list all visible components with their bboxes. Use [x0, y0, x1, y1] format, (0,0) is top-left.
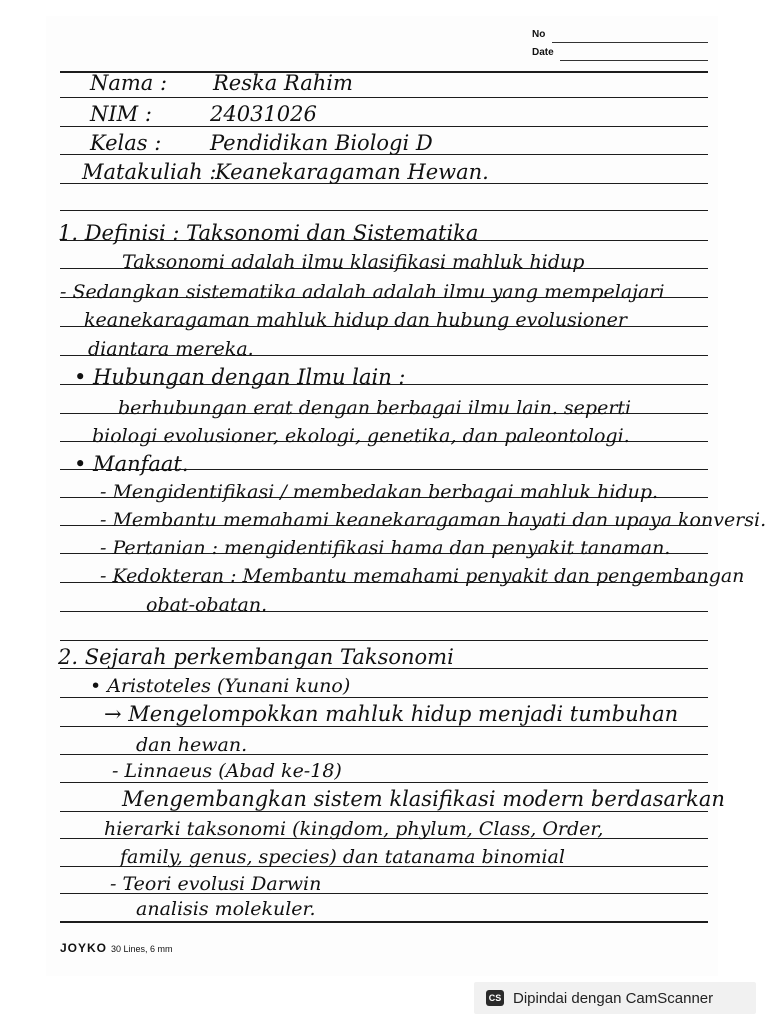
ruled-line	[60, 697, 708, 698]
linnaeus-heading: - Linnaeus (Abad ke-18)	[112, 760, 342, 782]
ruled-line	[60, 811, 708, 812]
brand-spec: 30 Lines, 6 mm	[111, 944, 173, 954]
ruled-line	[60, 126, 708, 127]
notebook-brand	[60, 939, 173, 957]
manfaat-item-4: - Kedokteran : Membantu memahami penyakit dan pengembangan	[100, 565, 745, 587]
darwin-heading: - Teori evolusi Darwin	[110, 873, 322, 895]
definition-line-3: keanekaragaman mahluk hidup dan hubung evolusioner	[84, 309, 627, 331]
ruled-line	[60, 921, 708, 923]
hubungan-line-1: berhubungan erat dengan berbagai ilmu lain. seperti	[118, 397, 632, 419]
manfaat-continuation: obat-obatan.	[146, 594, 268, 616]
nama-label: Nama :	[90, 71, 168, 95]
linnaeus-line-2: hierarki taksonomi (kingdom, phylum, Class, Order,	[104, 818, 604, 840]
hubungan-line-2: biologi evolusioner, ekologi, genetika, dan paleontologi.	[92, 425, 630, 447]
manfaat-item-3: - Pertanian : mengidentifikasi hama dan penyakit tanaman.	[100, 537, 671, 559]
hubungan-heading: • Hubungan dengan Ilmu lain :	[74, 365, 406, 389]
section2-heading: 2. Sejarah perkembangan Taksonomi	[58, 645, 454, 669]
ruled-line	[60, 782, 708, 783]
no-label: No	[532, 29, 546, 40]
kelas-label: Kelas :	[90, 131, 162, 155]
definition-line-2: - Sedangkan sistematika adalah adalah ilmu yang mempelajari	[60, 281, 665, 303]
date-line	[560, 60, 708, 61]
kelas-value: Pendidikan Biologi D	[210, 131, 433, 155]
ruled-line	[60, 726, 708, 727]
darwin-line-1: analisis molekuler.	[136, 898, 316, 920]
manfaat-item-1: - Mengidentifikasi / membedakan berbagai mahluk hidup.	[100, 481, 659, 503]
aristoteles-line-2: dan hewan.	[136, 734, 248, 756]
brand-logo: JOYKO	[60, 941, 108, 955]
manfaat-heading: • Manfaat.	[74, 452, 189, 476]
section1-heading: 1. Definisi : Taksonomi dan Sistematika	[58, 221, 479, 245]
linnaeus-line-3: family, genus, species) dan tatanama binomial	[120, 846, 565, 868]
nama-value: Reska Rahim	[213, 71, 353, 95]
ruled-line	[60, 97, 708, 98]
aristoteles-line-1: → Mengelompokkan mahluk hidup menjadi tumbuhan	[104, 702, 679, 726]
nim-label: NIM :	[90, 102, 152, 126]
camscanner-text: Dipindai dengan CamScanner	[513, 989, 714, 1007]
matakuliah-label: Matakuliah :	[82, 160, 217, 184]
camscanner-icon: CS	[486, 990, 504, 1006]
aristoteles-heading: • Aristoteles (Yunani kuno)	[90, 675, 351, 697]
matakuliah-value: Keanekaragaman Hewan.	[215, 160, 489, 184]
nim-value: 24031026	[210, 102, 317, 126]
definition-line-1: Taksonomi adalah ilmu klasifikasi mahluk hidup	[122, 251, 585, 273]
camscanner-watermark	[474, 982, 756, 1014]
manfaat-item-2: - Membantu memahami keanekaragaman hayati dan upaya konversi.	[100, 509, 767, 531]
no-line	[552, 42, 708, 43]
ruled-line	[60, 640, 708, 641]
definition-line-4: diantara mereka.	[88, 338, 254, 360]
date-label: Date	[532, 47, 554, 58]
linnaeus-line-1: Mengembangkan sistem klasifikasi modern berdasarkan	[122, 787, 725, 811]
ruled-line	[60, 210, 708, 211]
